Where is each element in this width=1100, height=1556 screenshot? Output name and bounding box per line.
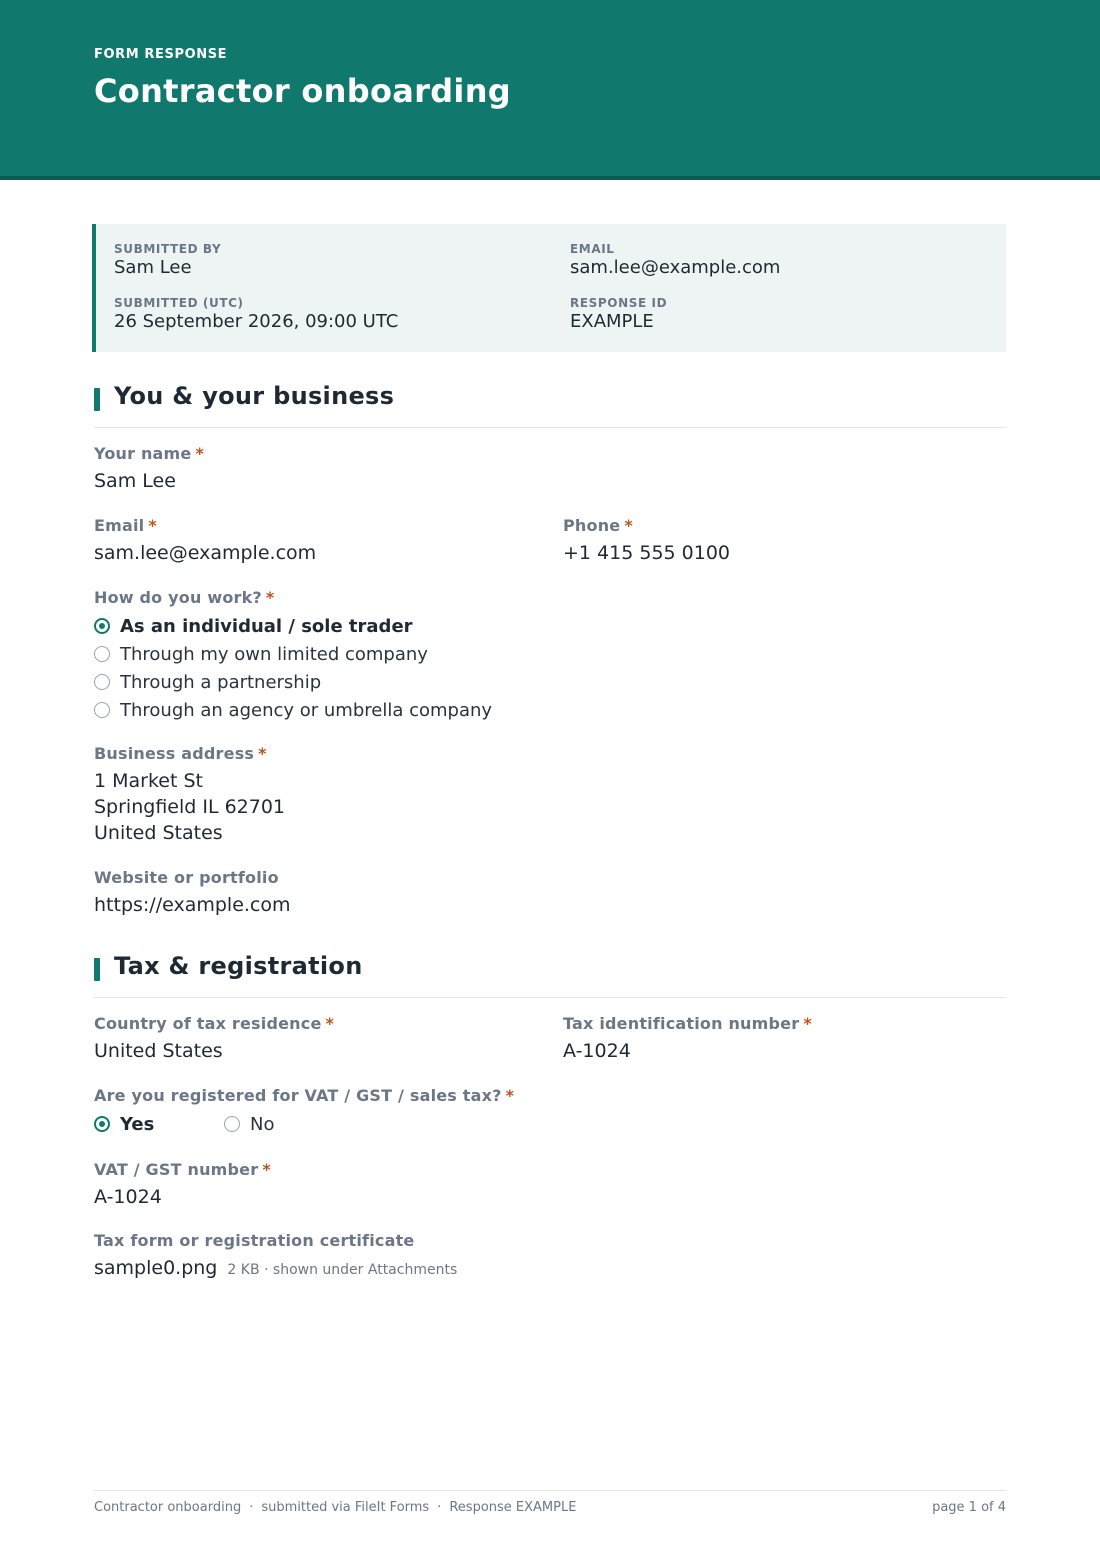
radio-option-no [224,1110,354,1138]
radio-option-label: As an individual / sole trader [120,615,413,637]
attachment-file-name: sample0.png [94,1257,218,1279]
field-label: Your name * [94,444,205,463]
field-how-do-you-work [94,588,492,724]
field-value: sam.lee@example.com [94,542,317,564]
required-marker: * [624,516,633,535]
section-title-tax: Tax & registration [114,952,363,980]
response-id-value: EXAMPLE [570,311,654,332]
footer-form-name: Contractor onboarding [94,1500,242,1515]
footer-separator: · [437,1500,442,1515]
field-website [94,868,291,918]
required-marker: * [803,1014,812,1033]
footer-separator: · [249,1500,254,1515]
required-marker: * [258,744,267,763]
field-label: VAT / GST number * [94,1160,271,1179]
work-options-radio-group [94,612,492,724]
page-header [0,0,1100,180]
address-line: Springfield IL 62701 [94,796,286,818]
submitted-utc-value: 26 September 2026, 09:00 UTC [114,311,399,332]
field-label: Are you registered for VAT / GST / sales tax? * [94,1086,515,1105]
field-email [94,516,316,566]
field-label: Phone * [563,516,633,535]
page-title: Contractor onboarding [94,72,511,110]
radio-unselected-icon [94,702,110,718]
response-id-label: RESPONSE ID [570,296,668,310]
footer-info [94,1500,576,1515]
field-value [94,768,285,846]
radio-selected-icon [94,618,110,634]
radio-option-label: Through an agency or umbrella company [120,699,493,721]
field-vat-gst-number [94,1160,271,1210]
response-id [570,296,667,333]
field-value: A-1024 [563,1040,631,1062]
submitted-utc [114,296,398,333]
footer-submitted-via: submitted via FileIt Forms [261,1500,430,1515]
field-vat-registered [94,1086,514,1138]
required-marker: * [262,1160,271,1179]
required-marker: * [325,1014,335,1033]
field-value: A-1024 [94,1186,162,1208]
radio-selected-icon [94,1116,110,1132]
submitted-by-label: SUBMITTED BY [114,242,222,256]
footer-response-id: Response EXAMPLE [449,1500,577,1515]
submitted-by-value: Sam Lee [114,257,192,278]
field-label: Business address * [94,744,267,763]
form-response-eyebrow: FORM RESPONSE [94,47,228,62]
page-footer [94,1490,1006,1520]
field-value [94,1255,457,1283]
radio-unselected-icon [94,674,110,690]
field-label: Tax form or registration certificate [94,1231,415,1250]
field-value: Sam Lee [94,470,176,492]
section-accent-bar [94,388,100,411]
required-marker: * [195,444,205,463]
radio-unselected-icon [94,646,110,662]
field-label: Tax identification number * [563,1014,812,1033]
required-marker: * [505,1086,515,1105]
section-heading-tax [94,952,1006,998]
attachment-file-note: 2 KB · shown under Attachments [227,1262,458,1278]
field-label: Country of tax residence * [94,1014,335,1033]
field-tax-form [94,1231,457,1283]
field-your-name [94,444,204,494]
field-label: Email * [94,516,157,535]
vat-registered-radio-group [94,1110,514,1138]
submitted-by [114,242,221,279]
field-country-of-tax-residence [94,1014,334,1064]
radio-option-sole-trader [94,612,492,640]
radio-unselected-icon [224,1116,240,1132]
field-value: https://example.com [94,894,291,916]
address-line: 1 Market St [94,770,203,792]
address-line: United States [94,822,223,844]
field-business-address [94,744,285,846]
required-marker: * [148,516,157,535]
submission-meta-panel [92,224,1006,352]
section-heading-business [94,382,1006,428]
submitter-email [570,242,780,279]
field-value: +1 415 555 0100 [563,542,731,564]
field-phone [563,516,730,566]
radio-option-label: Through my own limited company [120,643,428,665]
submitter-email-label: EMAIL [570,242,615,256]
section-accent-bar [94,958,100,981]
radio-option-label: Yes [120,1113,155,1135]
radio-option-label: No [250,1113,275,1135]
radio-option-label: Through a partnership [120,671,322,693]
field-label: Website or portfolio [94,868,279,887]
field-value: United States [94,1040,223,1062]
radio-option-agency [94,696,492,724]
required-marker: * [265,588,275,607]
submitted-utc-label: SUBMITTED (UTC) [114,296,244,310]
footer-page-number: page 1 of 4 [932,1500,1006,1515]
radio-option-partnership [94,668,492,696]
radio-option-yes [94,1110,224,1138]
field-label: How do you work? * [94,588,275,607]
radio-option-limited-company [94,640,492,668]
section-title-business: You & your business [114,382,395,410]
field-tax-identification-number [563,1014,812,1064]
submitter-email-value: sam.lee@example.com [570,257,781,278]
